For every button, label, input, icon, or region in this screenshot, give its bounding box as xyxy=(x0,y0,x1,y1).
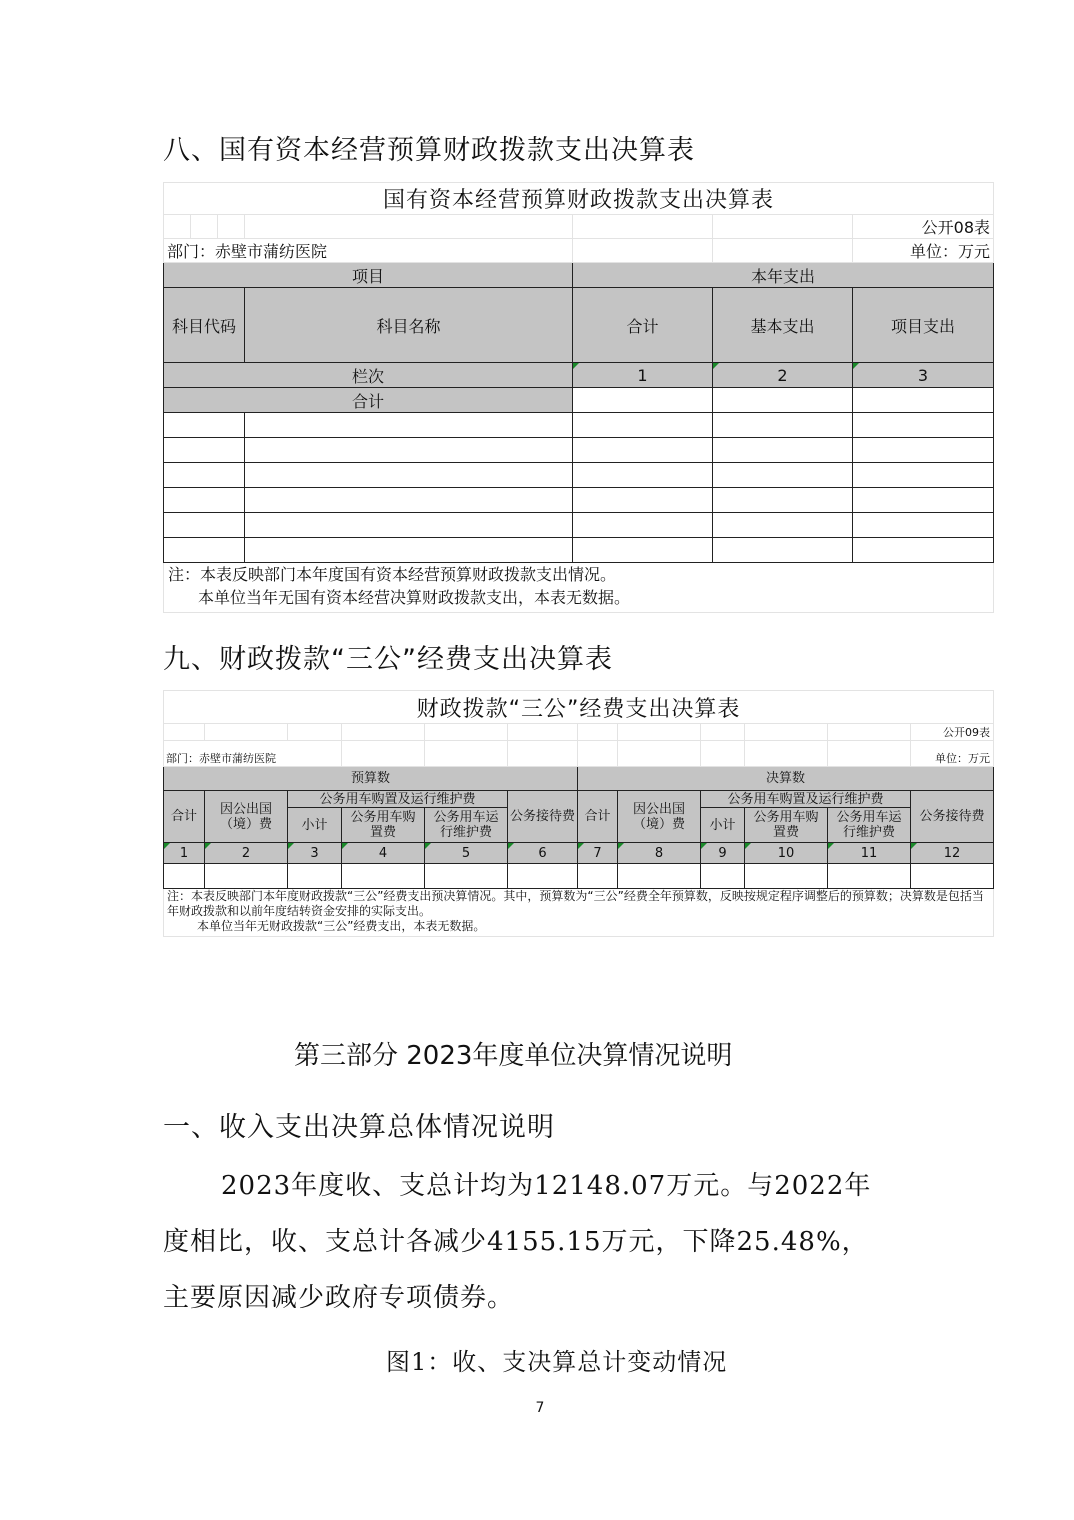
state-capital-expenditure-table xyxy=(163,182,994,613)
table2-department: 部门：赤壁市蒲纺医院 xyxy=(164,741,342,767)
table-row xyxy=(164,488,994,513)
row-total-label: 合计 xyxy=(164,388,573,413)
part3-title: 第三部分 2023年度单位决算情况说明 xyxy=(294,1041,733,1071)
summary-paragraph xyxy=(163,1158,871,1326)
table-row xyxy=(164,463,994,488)
table1-note-line1: 注：本表反映部门本年度国有资本经营预算财政拨款支出情况。 xyxy=(168,565,617,584)
header-subject-name: 科目名称 xyxy=(245,288,573,363)
final-abroad-header: 因公出国 （境）费 xyxy=(618,791,701,843)
final-subtotal-header: 小计 xyxy=(701,808,745,843)
final-reception-header: 公务接待费 xyxy=(911,791,994,843)
header-project: 项目 xyxy=(164,263,573,288)
header-project-expenditure: 项目支出 xyxy=(853,288,994,363)
seq-cell: 7 xyxy=(578,843,618,864)
table-row xyxy=(164,413,994,438)
final-car-group-header: 公务用车购置及运行维护费 xyxy=(701,791,911,808)
seq-2: 2 xyxy=(713,363,853,388)
seq-cell: 9 xyxy=(701,843,745,864)
paragraph-line: 度相比，收、支总计各减少4155.15万元，下降25.48%， xyxy=(163,1227,869,1257)
budget-abroad-header: 因公出国 （境）费 xyxy=(205,791,288,843)
seq-1: 1 xyxy=(573,363,713,388)
table2-note-line1: 注：本表反映部门本年度财政拨款“三公”经费支出预决算情况。其中，预算数为“三公”经费全年预算数，反映按规定程序调整后的预算数；决算数是包括当年财政拨款和以前年度结转资金安排的实际支出。 xyxy=(167,889,984,918)
table1-form-number: 公开08表 xyxy=(853,215,994,239)
seq-cell: 11 xyxy=(828,843,911,864)
table2-note xyxy=(164,889,994,937)
header-subject-code: 科目代码 xyxy=(164,288,245,363)
table-row xyxy=(164,438,994,463)
row-seq-label: 栏次 xyxy=(164,363,573,388)
page-number: 7 xyxy=(535,1400,545,1416)
table-row xyxy=(164,538,994,563)
final-total-header: 合计 xyxy=(578,791,618,843)
budget-car-buy-header: 公务用车购 置费 xyxy=(342,808,425,843)
budget-subtotal-header: 小计 xyxy=(288,808,342,843)
seq-cell: 1 xyxy=(164,843,205,864)
paragraph-line: 2023年度收、支总计均为12148.07万元。与2022年 xyxy=(221,1171,872,1201)
budget-car-run-header: 公务用车运 行维护费 xyxy=(425,808,508,843)
group-final: 决算数 xyxy=(578,767,994,791)
header-total: 合计 xyxy=(573,288,713,363)
seq-cell: 12 xyxy=(911,843,994,864)
header-basic-expenditure: 基本支出 xyxy=(713,288,853,363)
table1-note xyxy=(164,563,994,613)
sub1-heading: 一、收入支出决算总体情况说明 xyxy=(163,1112,555,1143)
seq-cell: 10 xyxy=(745,843,828,864)
table1-note-line2: 本单位当年无国有资本经营决算财政拨款支出，本表无数据。 xyxy=(198,588,631,607)
seq-cell: 5 xyxy=(425,843,508,864)
budget-total-header: 合计 xyxy=(164,791,205,843)
seq-cell: 8 xyxy=(618,843,701,864)
table2-unit: 单位：万元 xyxy=(911,741,994,767)
table2-form-number: 公开09表 xyxy=(911,724,994,741)
budget-reception-header: 公务接待费 xyxy=(508,791,578,843)
section8-heading: 八、国有资本经营预算财政拨款支出决算表 xyxy=(163,135,695,166)
final-car-run-header: 公务用车运 行维护费 xyxy=(828,808,911,843)
section9-heading: 九、财政拨款“三公”经费支出决算表 xyxy=(163,644,613,675)
seq-cell: 6 xyxy=(508,843,578,864)
paragraph-line: 主要原因减少政府专项债券。 xyxy=(163,1283,515,1313)
table1-department: 部门：赤壁市蒲纺医院 xyxy=(164,239,573,263)
final-car-buy-header: 公务用车购 置费 xyxy=(745,808,828,843)
seq-3: 3 xyxy=(853,363,994,388)
group-budget: 预算数 xyxy=(164,767,578,791)
table2-note-line2: 本单位当年无财政拨款“三公”经费支出，本表无数据。 xyxy=(197,919,486,933)
header-current-year-expenditure: 本年支出 xyxy=(573,263,994,288)
seq-cell: 4 xyxy=(342,843,425,864)
table1-title: 国有资本经营预算财政拨款支出决算表 xyxy=(164,183,994,215)
seq-cell: 3 xyxy=(288,843,342,864)
table1-unit: 单位：万元 xyxy=(853,239,994,263)
table-row xyxy=(164,513,994,538)
three-public-expenses-table xyxy=(163,690,994,937)
seq-cell: 2 xyxy=(205,843,288,864)
figure-caption: 图1：收、支决算总计变动情况 xyxy=(386,1348,728,1376)
budget-car-group-header: 公务用车购置及运行维护费 xyxy=(288,791,508,808)
table2-title: 财政拨款“三公”经费支出决算表 xyxy=(164,691,994,724)
table-row xyxy=(164,864,994,889)
